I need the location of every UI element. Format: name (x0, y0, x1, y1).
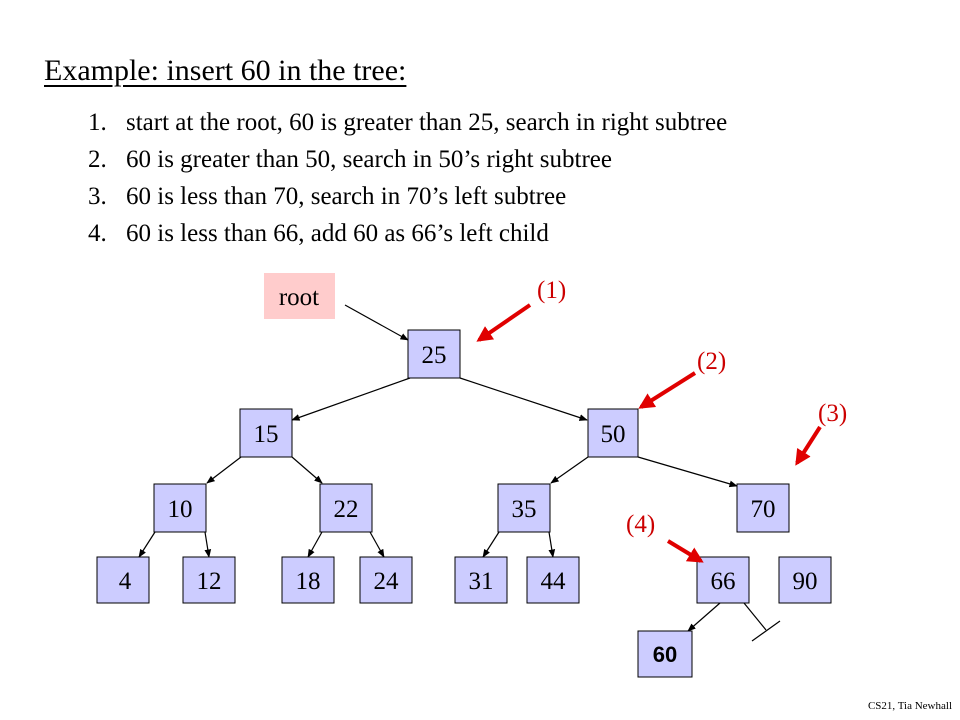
svg-text:70: 70 (750, 496, 776, 523)
root-label (264, 273, 335, 319)
null-child-line (744, 603, 766, 630)
svg-text:24: 24 (373, 568, 399, 595)
tree-node (240, 409, 292, 457)
tree-node (779, 557, 831, 603)
edge-15-22 (292, 457, 322, 483)
edge-66-60 (688, 603, 720, 631)
step-arrow-2 (641, 373, 695, 407)
svg-text:18: 18 (295, 568, 321, 595)
tree-node (588, 409, 638, 457)
step-arrow-1 (479, 305, 530, 340)
step-item: 2. 60 is greater than 50, search in 50’s right subtree (88, 146, 612, 173)
edge-25-15 (292, 378, 410, 420)
tree-node (697, 557, 749, 603)
tree-node (183, 557, 235, 603)
tree-node (498, 484, 550, 532)
step-label-2: (2) (697, 348, 727, 375)
footer-credit: CS21, Tia Newhall (867, 700, 952, 712)
tree-node (408, 330, 460, 378)
edge-22-24 (370, 532, 384, 557)
edge-22-18 (308, 532, 322, 557)
svg-text:60: 60 (652, 642, 678, 667)
edge-10-4 (139, 532, 155, 557)
edge-25-50 (460, 378, 587, 420)
svg-text:root: root (278, 284, 320, 311)
step-item: 3. 60 is less than 70, search in 70’s left subtree (88, 183, 567, 210)
tree-node (455, 557, 507, 603)
svg-text:25: 25 (421, 342, 447, 369)
svg-text:35: 35 (511, 496, 537, 523)
tree-node (97, 557, 149, 603)
tree-node (360, 557, 412, 603)
tree-node (320, 484, 372, 532)
edge-10-12 (205, 532, 209, 557)
step-arrow-4 (668, 541, 701, 561)
edge-35-44 (549, 532, 553, 557)
svg-text:12: 12 (196, 568, 222, 595)
svg-text:10: 10 (167, 496, 193, 523)
edge-15-10 (207, 457, 241, 483)
inserted-node (638, 631, 692, 677)
edge-root-25 (345, 305, 408, 340)
step-label-1: (1) (537, 277, 567, 304)
step-label-3: (3) (818, 400, 848, 427)
svg-text:44: 44 (540, 568, 566, 595)
svg-text:22: 22 (333, 496, 359, 523)
svg-text:90: 90 (792, 568, 818, 595)
svg-text:4: 4 (118, 568, 132, 595)
svg-text:66: 66 (710, 568, 736, 595)
tree-node (282, 557, 334, 603)
tree-node (154, 484, 206, 532)
slide-title: Example: insert 60 in the tree: (44, 54, 407, 87)
step-label-4: (4) (626, 511, 656, 538)
edge-35-31 (483, 532, 499, 557)
step-item: 1. start at the root, 60 is greater than 25, search in right subtree (88, 109, 728, 136)
svg-text:15: 15 (253, 421, 279, 448)
null-child-cap (752, 621, 780, 641)
tree-node (527, 557, 579, 603)
svg-text:31: 31 (468, 568, 494, 595)
svg-text:50: 50 (600, 421, 626, 448)
step-item: 4. 60 is less than 66, add 60 as 66’s left child (88, 220, 549, 247)
step-arrow-3 (797, 427, 820, 463)
tree-node (737, 484, 789, 532)
edge-50-35 (551, 457, 588, 483)
edge-50-70 (638, 457, 737, 486)
